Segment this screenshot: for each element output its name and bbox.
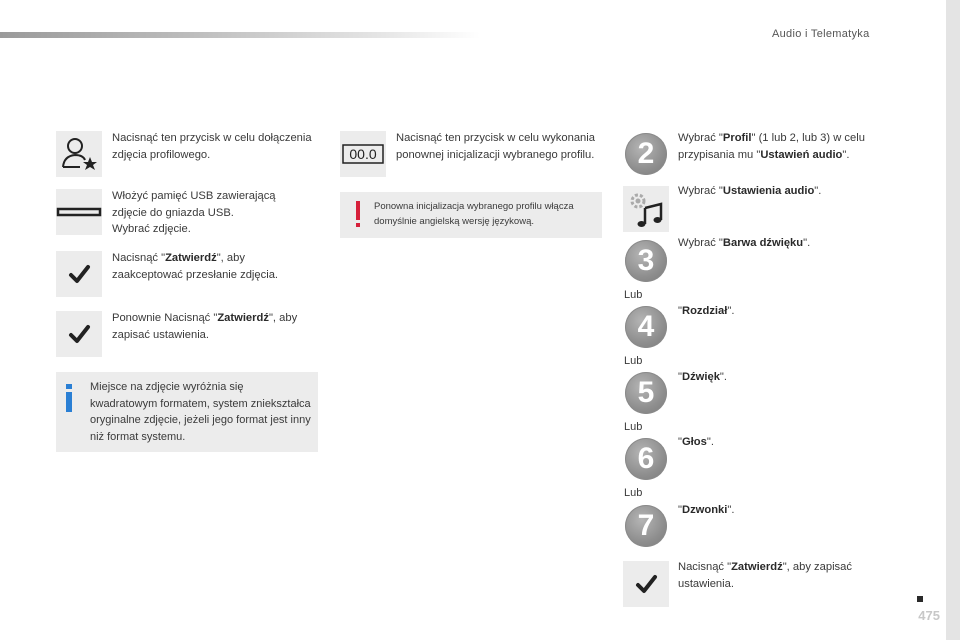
text-pre: Nacisnąć "	[678, 561, 732, 573]
text-post: ".	[842, 148, 850, 161]
usb-slot-icon	[56, 189, 102, 235]
step-5-text	[678, 369, 888, 386]
text-bold: Ustawienia audio	[722, 185, 815, 197]
or-label: Lub	[624, 289, 643, 301]
text-pre: "	[678, 305, 682, 317]
or-label: Lub	[624, 487, 643, 499]
text-post: ".	[719, 371, 728, 383]
text-post: ".	[727, 504, 735, 516]
checkmark-icon	[56, 251, 102, 297]
final-confirm-button[interactable]	[623, 561, 669, 607]
info-text: Miejsce na zdjęcie wyróżnia się kwadratowym formatem, system zniekształca oryginalne zdjęcie, jeżeli jego format jest inny niż format systemu.	[90, 381, 311, 443]
profile-photo-text: Nacisnąć ten przycisk w celu dołączenia zdjęcia profilowego.	[112, 132, 312, 161]
checkmark-icon	[623, 561, 669, 607]
step-2-badge: 2	[625, 133, 667, 175]
audio-settings-text	[678, 183, 888, 200]
step-5-badge: 5	[625, 372, 667, 414]
text-bold: Dzwonki	[681, 504, 728, 516]
step-3-badge: 3	[625, 240, 667, 282]
audio-settings-button[interactable]	[623, 186, 669, 232]
text-mid: " (1 lub 2, lub 3) w celu przypisania mu "	[678, 132, 865, 161]
step-3-text	[678, 235, 888, 252]
or-label: Lub	[624, 355, 643, 367]
step-2-text	[678, 130, 888, 163]
gear-music-icon	[623, 186, 669, 232]
text-pre: Wybrać "	[678, 237, 723, 249]
confirm-button[interactable]	[56, 251, 102, 297]
warning-note	[340, 192, 602, 238]
final-confirm-text	[678, 559, 888, 592]
warning-text: Ponowna inicjalizacja wybranego profilu włącza domyślnie angielską wersję językową.	[374, 201, 574, 227]
text-pre: Ponownie Nacisnąć "	[112, 312, 218, 324]
text-post: ".	[814, 185, 822, 197]
step-4-text	[678, 303, 888, 320]
text-bold: Barwa dźwięku	[722, 237, 804, 249]
page-marker	[917, 596, 923, 602]
text-post: ", aby zapisać ustawienia.	[112, 312, 298, 341]
info-note	[56, 372, 318, 452]
text-post: ".	[727, 305, 735, 317]
text-post: ".	[803, 237, 811, 249]
page-edge-strip	[946, 0, 960, 640]
header-rule	[0, 32, 480, 38]
confirm-upload-text	[112, 250, 312, 283]
text-bold: Zatwierdź	[731, 561, 783, 573]
confirm-save-text	[112, 310, 322, 343]
text-pre: Nacisnąć "	[112, 252, 166, 264]
text-bold: Zatwierdź	[165, 252, 217, 264]
checkmark-icon	[56, 311, 102, 357]
step-6-badge: 6	[625, 438, 667, 480]
text-pre: Wybrać "	[678, 132, 723, 144]
profile-photo-button[interactable]	[56, 131, 102, 177]
text-bold: Ustawień audio	[760, 148, 843, 161]
warning-icon	[355, 201, 361, 229]
text-bold: Dźwięk	[681, 371, 720, 383]
or-label: Lub	[624, 421, 643, 433]
reset-counter-icon	[340, 131, 386, 177]
step-6-text	[678, 434, 888, 451]
info-icon	[65, 384, 73, 412]
usb-line-2: zdjęcie do gniazda USB.	[112, 206, 234, 219]
text-bold: Zatwierdź	[217, 312, 269, 324]
step-7-text	[678, 502, 888, 519]
reset-profile-button[interactable]	[340, 131, 386, 177]
text-post: ".	[706, 436, 714, 448]
text-bold: Głos	[681, 436, 707, 448]
profile-star-icon	[56, 131, 102, 177]
reset-profile-text: Nacisnąć ten przycisk w celu wykonania ponownej inicjalizacji wybranego profilu.	[396, 132, 595, 161]
text-post: ", aby zaakceptować przesłanie zdjęcia.	[112, 252, 279, 281]
step-7-badge: 7	[625, 505, 667, 547]
text-bold: Profil	[722, 132, 752, 144]
text-pre: Wybrać "	[678, 185, 723, 197]
usb-slot	[56, 189, 102, 235]
confirm-save-button[interactable]	[56, 311, 102, 357]
usb-line-1: Włożyć pamięć USB zawierającą	[112, 190, 276, 202]
text-bold: Rozdział	[681, 305, 728, 317]
text-pre: "	[678, 371, 682, 383]
text-post: ", aby zapisać ustawienia.	[678, 561, 852, 590]
text-pre: "	[678, 504, 682, 516]
reset-label: 00.0	[349, 146, 377, 162]
step-4-badge: 4	[625, 306, 667, 348]
page-number: 475	[918, 608, 940, 623]
section-title: Audio i Telematyka	[772, 28, 870, 40]
text-pre: "	[678, 436, 682, 448]
usb-line-3: Wybrać zdjęcie.	[112, 223, 191, 235]
usb-instruction	[112, 188, 322, 238]
